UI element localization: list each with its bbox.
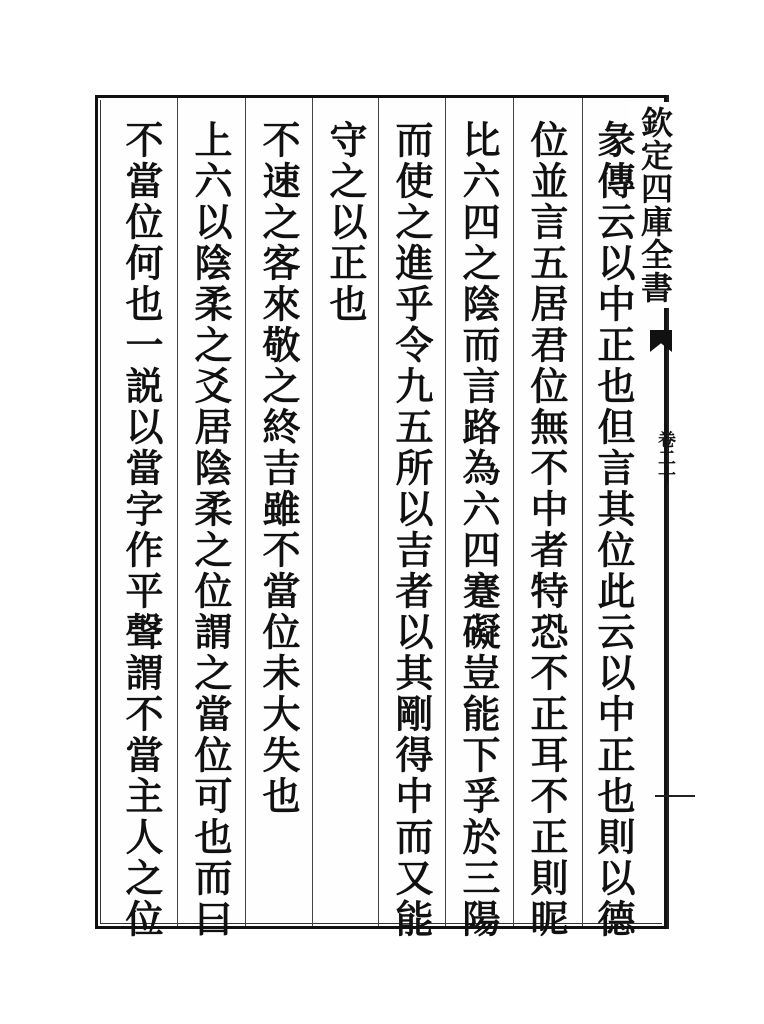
column-divider [378, 98, 379, 926]
text-column-4: 而使之進乎令九五所以吉者以其剛得中而又能 [389, 120, 434, 940]
text-column-2: 位並言五居君位無不中者特恐不正耳不正則昵 [524, 120, 569, 940]
column-divider [312, 98, 313, 926]
column-divider [177, 98, 178, 926]
column-divider [582, 98, 583, 926]
text-column-5: 守之以正也 [323, 120, 368, 325]
text-column-6: 不速之客來敬之終吉雖不當位未大失也 [256, 120, 301, 817]
text-column-3: 比六四之陰而言路為六四蹇礙豈能下孚於三陽 [456, 120, 501, 940]
column-divider [245, 98, 246, 926]
volume-label: 卷二十 [655, 430, 676, 484]
text-column-8: 不當位何也一説以當字作平聲謂不當主人之位 [119, 120, 164, 940]
text-column-7: 上六以陰柔之爻居陰柔之位謂之當位可也而曰 [188, 120, 233, 940]
column-divider [513, 98, 514, 926]
column-divider [445, 98, 446, 926]
book-title: 欽定四庫全書 [630, 102, 680, 308]
margin-tick [655, 795, 695, 797]
text-column-1: 彖傳云以中正也但言其位此云以中正也則以德 [591, 120, 636, 940]
